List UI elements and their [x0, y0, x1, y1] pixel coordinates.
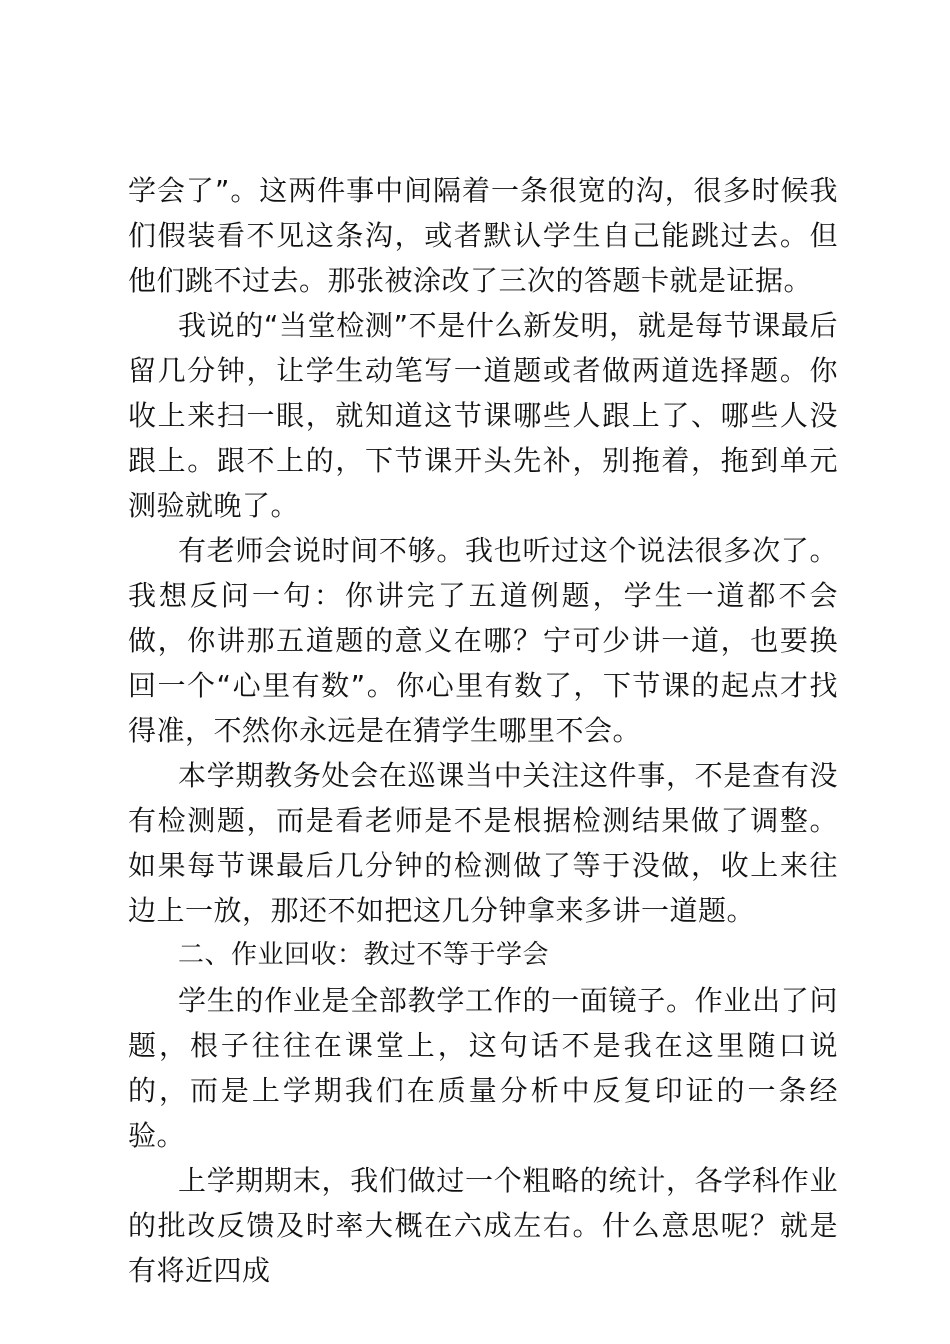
document-body — [128, 168, 838, 1293]
paragraph-1: 学会了”。这两件事中间隔着一条很宽的沟，很多时候我们假装看不见这条沟，或者默认学生自己能跳过去。但他们跳不过去。那张被涂改了三次的答题卡就是证据。 — [128, 174, 838, 297]
section-heading: 二、作业回收：教过不等于学会 — [178, 940, 550, 970]
paragraph-6: 上学期期末，我们做过一个粗略的统计，各学科作业的批改反馈及时率大概在六成左右。什么意思呢？就是有将近四成 — [128, 1164, 838, 1287]
paragraph-4: 本学期教务处会在巡课当中关注这件事，不是查有没有检测题，而是看老师是不是根据检测结果做了调整。如果每节课最后几分钟的检测做了等于没做，收上来往边上一放，那还不如把这几分钟拿来多讲一道题。 — [128, 759, 838, 927]
paragraph-2: 我说的“当堂检测”不是什么新发明，就是每节课最后留几分钟，让学生动笔写一道题或者做两道选择题。你收上来扫一眼，就知道这节课哪些人跟上了、哪些人没跟上。跟不上的，下节课开头先补，别拖着，拖到单元测验就晚了。 — [128, 309, 838, 522]
paragraph-3: 有老师会说时间不够。我也听过这个说法很多次了。我想反问一句：你讲完了五道例题，学生一道都不会做，你讲那五道题的意义在哪？宁可少讲一道，也要换回一个“心里有数”。你心里有数了，下节课的起点才找得准，不然你永远是在猜学生哪里不会。 — [128, 534, 838, 747]
paragraph-5: 学生的作业是全部教学工作的一面镜子。作业出了问题，根子往往在课堂上，这句话不是我在这里随口说的，而是上学期我们在质量分析中反复印证的一条经验。 — [128, 984, 838, 1152]
